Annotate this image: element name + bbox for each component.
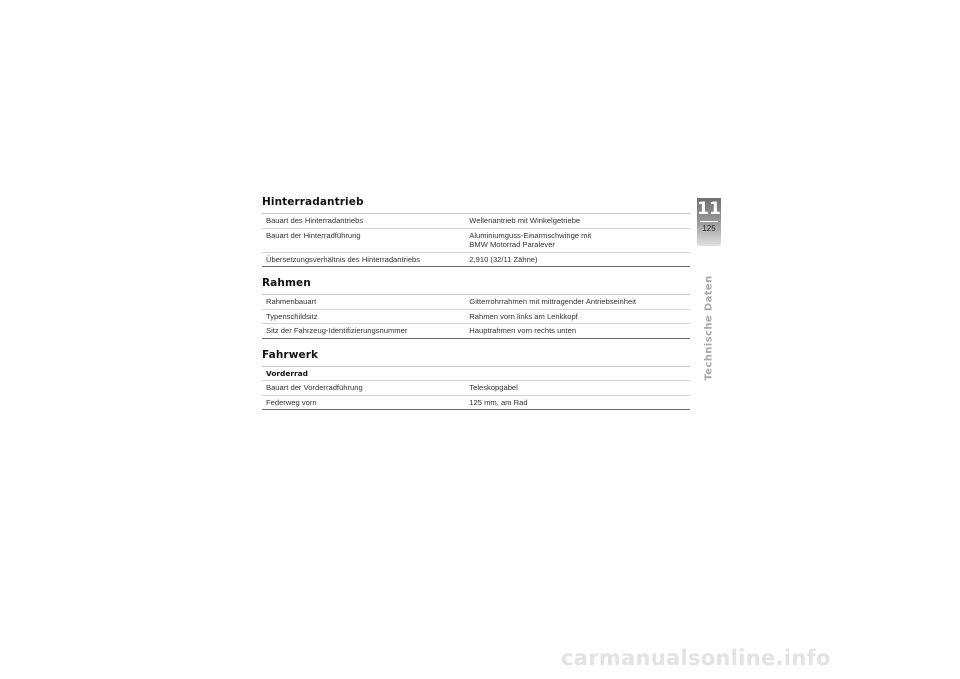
row-label: Rahmenbauart xyxy=(262,295,465,310)
table-row xyxy=(262,228,690,252)
table-row xyxy=(262,295,690,310)
table-row xyxy=(262,252,690,267)
watermark: carmanualsonline.info xyxy=(561,646,831,670)
row-value: Wellenantrieb mit Winkelgetriebe xyxy=(465,214,690,229)
table-row xyxy=(262,324,690,339)
row-label: Bauart des Hinterradantriebs xyxy=(262,214,465,229)
row-value-line-2: BMW Motorrad Paralever xyxy=(469,240,555,249)
chapter-number: 11 xyxy=(697,199,721,219)
row-value: Teleskopgabel xyxy=(465,381,690,396)
section-title-fahrwerk: Fahrwerk xyxy=(262,348,319,361)
row-value: Gitterrohrrahmen mit mittragender Antriebseinheit xyxy=(465,295,690,310)
spec-table-hinterradantrieb xyxy=(262,213,690,267)
row-value: Rahmen vorn links am Lenkkopf xyxy=(465,309,690,324)
row-label: Bauart der Hinterradführung xyxy=(262,228,465,252)
row-label: Bauart der Vorderradführung xyxy=(262,381,465,396)
row-value: 125 mm, am Rad xyxy=(469,397,528,407)
content-area xyxy=(262,196,690,410)
table-subheading-row xyxy=(262,366,690,381)
page-number: 125 xyxy=(702,224,716,233)
spec-table-rahmen xyxy=(262,294,690,339)
table-row xyxy=(262,214,690,229)
row-label: Federweg vorn xyxy=(266,397,317,407)
table-row xyxy=(262,309,690,324)
chapter-divider xyxy=(700,221,718,222)
section-gap xyxy=(262,267,690,277)
row-label: Sitz der Fahrzeug-Identifizierungsnummer xyxy=(266,326,408,335)
row-value xyxy=(465,228,690,252)
row-value: 2,910 (32/11 Zähne) xyxy=(469,254,538,264)
row-value-line-1: Aluminiumguss-Einarmschwinge mit xyxy=(469,230,592,240)
section-title-rahmen: Rahmen xyxy=(262,277,311,289)
table-row xyxy=(262,381,690,396)
row-label: Typenschildsitz xyxy=(262,309,465,324)
section-gap xyxy=(262,339,690,349)
row-value: Hauptrahmen vorn rechts unten xyxy=(469,326,577,335)
table-row xyxy=(262,395,690,410)
chapter-tab xyxy=(697,198,721,246)
chapter-side-title: Technische Daten xyxy=(703,275,715,381)
table-subheading: Vorderrad xyxy=(262,366,690,381)
spec-table-fahrwerk xyxy=(262,366,690,411)
row-label: Übersetzungsverhältnis des Hinterradantriebs xyxy=(266,254,421,264)
section-title-hinterradantrieb: Hinterradantrieb xyxy=(262,196,364,208)
